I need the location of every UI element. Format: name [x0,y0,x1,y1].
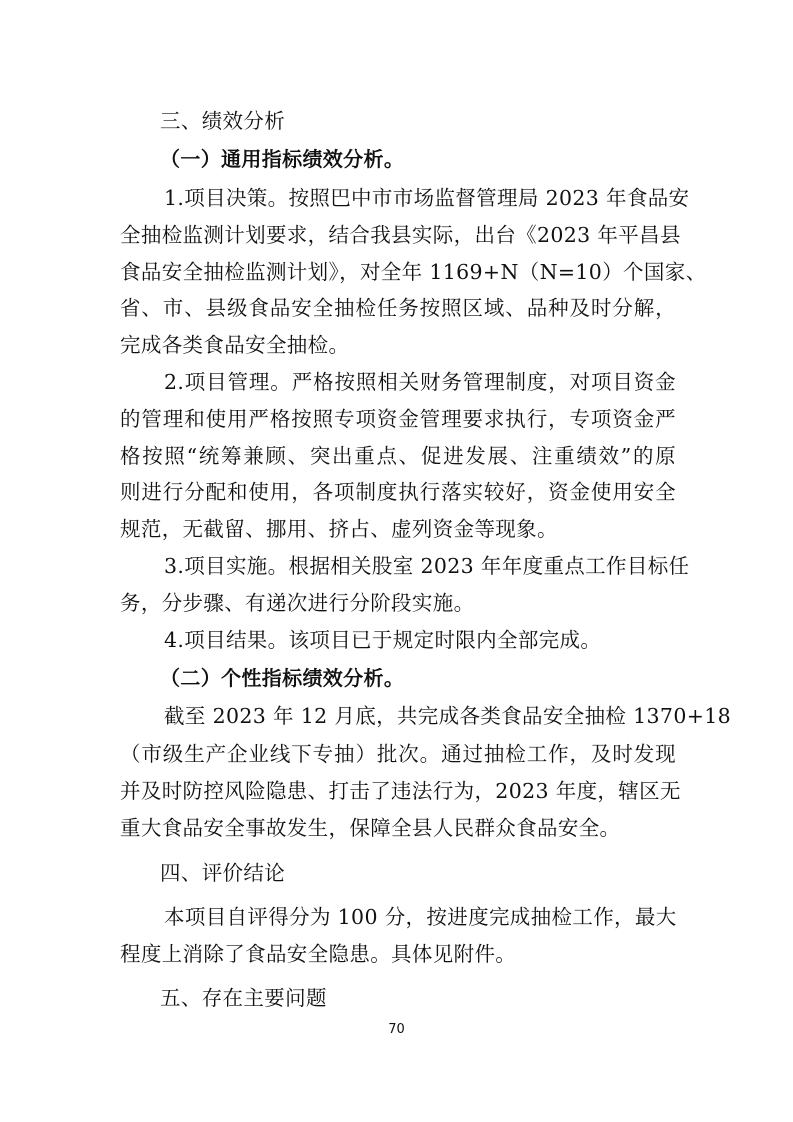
paragraph-line: 规范，无截留、挪用、挤占、虚列资金等现象。 [120,517,558,541]
paragraph-line: 并及时防控风险隐患、打击了违法行为，2023 年度，辖区无 [120,779,681,803]
paragraph-line: 1.项目决策。按照巴中市市场监督管理局 2023 年食品安 [164,186,690,210]
paragraph-line: 4.项目结果。该项目已于规定时限内全部完成。 [164,628,602,652]
paragraph-line: 全抽检监测计划要求，结合我县实际，出台《2023 年平昌县 [120,223,681,247]
paragraph-line: 食品安全抽检监测计划》，对全年 1169+N（N=10）个国家、 [120,260,707,284]
paragraph-line: （市级生产企业线下专抽）批次。通过抽检工作，及时发现 [120,742,676,766]
paragraph-line: 格按照“统筹兼顾、突出重点、促进发展、注重绩效”的原 [120,444,676,468]
section-heading-evaluation-conclusion: 四、评价结论 [160,861,286,885]
paragraph-line: 程度上消除了食品安全隐患。具体见附件。 [120,942,517,966]
subsection-heading-general-indicators: （一）通用指标绩效分析。 [160,147,405,171]
paragraph-line: 截至 2023 年 12 月底，共完成各类食品安全抽检 1370+18 [164,704,732,728]
paragraph-line: 的管理和使用严格按照专项资金管理要求执行，专项资金严 [120,407,676,431]
paragraph-line: 本项目自评得分为 100 分，按进度完成抽检工作，最大 [164,905,677,929]
subsection-heading-individual-indicators: （二）个性指标绩效分析。 [160,666,405,690]
paragraph-line: 3.项目实施。根据相关股室 2023 年年度重点工作目标任 [164,554,690,578]
paragraph-line: 务，分步骤、有递次进行分阶段实施。 [120,591,475,615]
paragraph-line: 2.项目管理。严格按照相关财务管理制度，对项目资金 [164,370,676,394]
paragraph-line: 省、市、县级食品安全抽检任务按照区域、品种及时分解， [120,296,676,320]
section-heading-main-problems: 五、存在主要问题 [160,986,327,1010]
paragraph-line: 则进行分配和使用，各项制度执行落实较好，资金使用安全 [120,480,676,504]
paragraph-line: 重大食品安全事故发生，保障全县人民群众食品安全。 [120,816,621,840]
section-heading-performance-analysis: 三、绩效分析 [160,109,286,133]
paragraph-line: 完成各类食品安全抽检。 [120,333,350,357]
page-number: 70 [388,1022,405,1037]
